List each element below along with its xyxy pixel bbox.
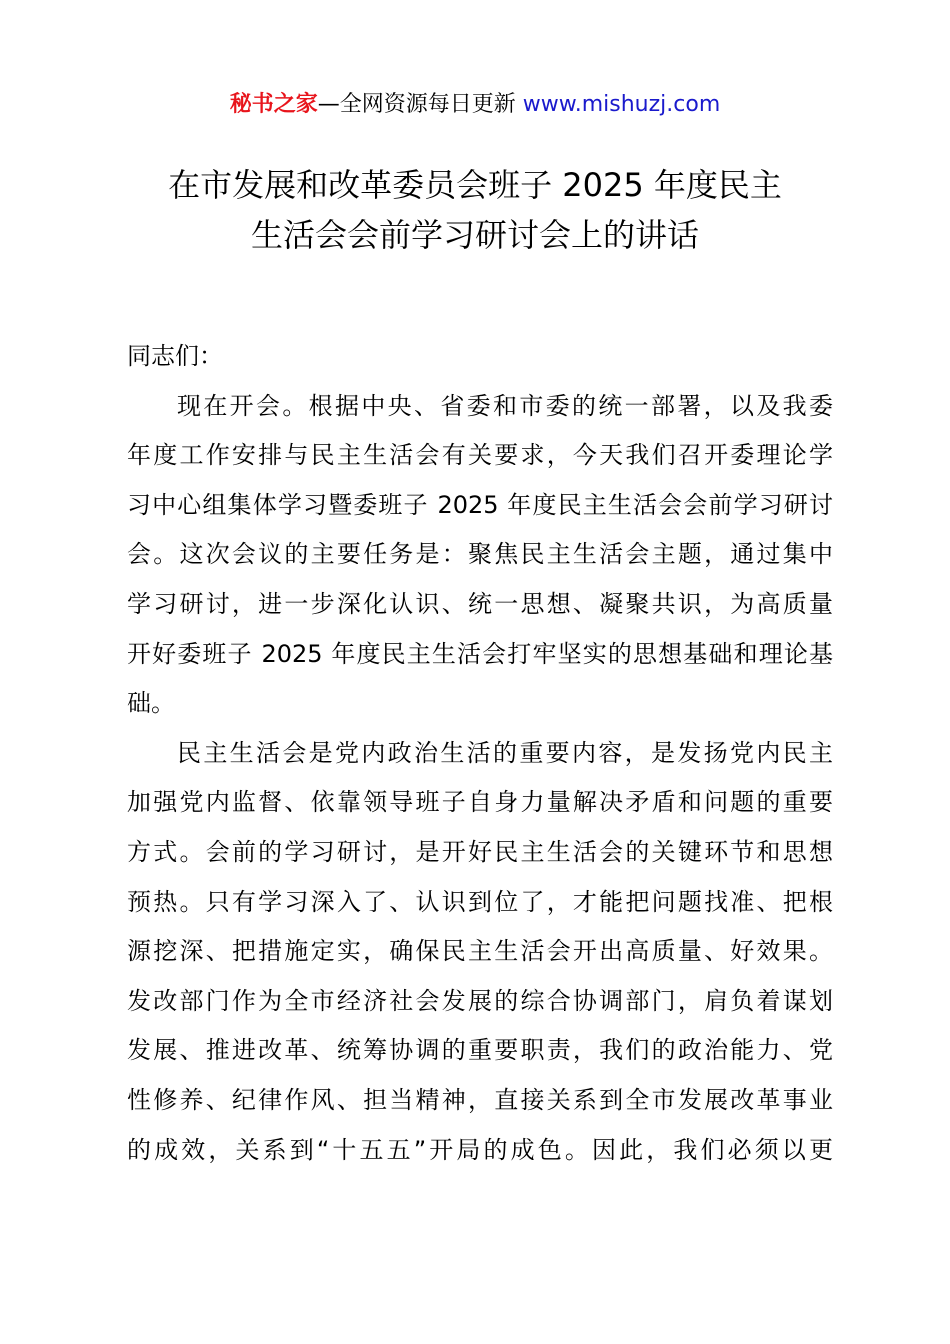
paragraph-line: 习中心组集体学习暨委班子 2025 年度民主生活会会前学习研讨 (127, 490, 833, 519)
site-url-link[interactable]: www.mishuzj.com (522, 92, 721, 117)
title-line: 在市发展和改革委员会班子 2025 年度民主 (168, 166, 782, 204)
paragraph-line: 预热。只有学习深入了、认识到位了，才能把问题找准、把根 (127, 887, 833, 916)
paragraph-line: 学习研讨，进一步深化认识、统一思想、凝聚共识，为高质量 (127, 589, 833, 618)
brand-name: 秘书之家 (229, 92, 318, 117)
paragraph-line: 的成效，关系到“十五五”开局的成色。因此，我们必须以更 (127, 1135, 833, 1164)
paragraph-line: 加强党内监督、依靠领导班子自身力量解决矛盾和问题的重要 (127, 788, 833, 817)
paragraph-line: 础。 (127, 689, 175, 718)
paragraph (127, 382, 833, 729)
paragraph (127, 729, 833, 1175)
paragraph-line: 开好委班子 2025 年度民主生活会打牢坚实的思想基础和理论基 (127, 639, 833, 668)
banner-tagline: —全网资源每日更新 (317, 92, 516, 117)
paragraph-line: 方式。会前的学习研讨，是开好民主生活会的关键环节和思想 (127, 837, 833, 866)
paragraph-line: 性修养、纪律作风、担当精神，直接关系到全市发展改革事业 (127, 1085, 833, 1114)
document-title (0, 160, 950, 260)
site-banner (0, 88, 950, 122)
paragraph-line: 发展、推进改革、统筹协调的重要职责，我们的政治能力、党 (127, 1036, 833, 1065)
paragraph-line: 会。这次会议的主要任务是：聚焦民主生活会主题，通过集中 (127, 540, 833, 569)
paragraph-line: 源挖深、把措施定实，确保民主生活会开出高质量、好效果。 (127, 937, 833, 966)
document-body (127, 332, 833, 1175)
title-line: 生活会会前学习研讨会上的讲话 (250, 216, 699, 254)
paragraph-line: 发改部门作为全市经济社会发展的综合协调部门，肩负着谋划 (127, 986, 833, 1015)
paragraph-line: 现在开会。根据中央、省委和市委的统一部署，以及我委 (177, 391, 833, 420)
paragraph-line: 民主生活会是党内政治生活的重要内容，是发扬党内民主 (177, 738, 833, 767)
salutation: 同志们： (127, 342, 223, 370)
paragraph-line: 年度工作安排与民主生活会有关要求，今天我们召开委理论学 (127, 441, 833, 470)
